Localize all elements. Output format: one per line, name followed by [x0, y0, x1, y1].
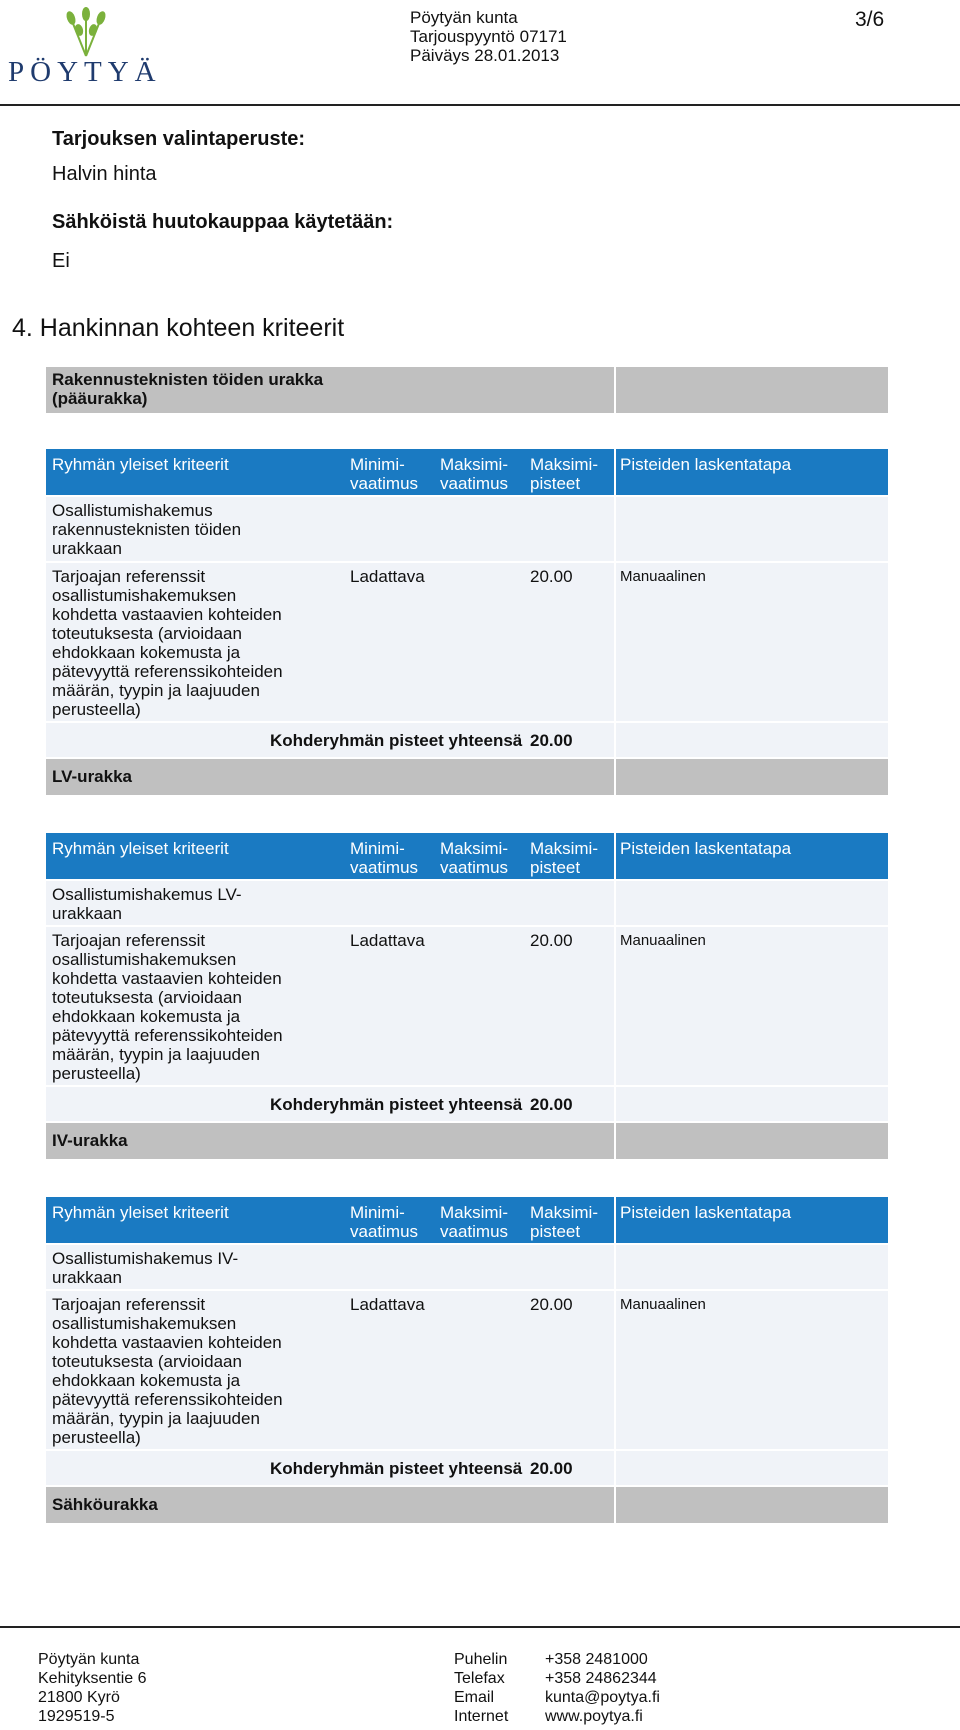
footer-business-id: 1929519-5: [38, 1708, 115, 1725]
criterion-row: [46, 927, 888, 1085]
group-total-label: Kohderyhmän pisteet yhteensä: [270, 1459, 523, 1478]
group-title: LV-urakka: [52, 767, 133, 786]
criterion-row: [46, 1291, 888, 1449]
subheading-row: [46, 497, 888, 561]
email-link[interactable]: kunta@poytya.fi: [545, 1689, 660, 1706]
email-label: Email: [454, 1689, 495, 1706]
selection-criteria-label: Tarjouksen valintaperuste:: [52, 128, 306, 150]
group-title-bar: [46, 1487, 888, 1523]
col-header-min: Minimi- vaatimus: [350, 839, 419, 877]
criterion-method: Manuaalinen: [620, 1296, 706, 1313]
criterion-method: Manuaalinen: [620, 568, 706, 585]
criteria-table-header: [46, 833, 888, 879]
col-header-method: Pisteiden laskentatapa: [620, 839, 792, 858]
header-divider: [0, 104, 960, 106]
group-title-bar: [46, 759, 888, 795]
group-total-row: [46, 1451, 888, 1485]
criterion-min: Ladattava: [350, 567, 425, 586]
criteria-subheading: Osallistumishakemus rakennusteknisten töiden urakkaan: [52, 501, 242, 558]
web-label: Internet: [454, 1708, 509, 1725]
footer-org: Pöytyän kunta: [38, 1651, 140, 1668]
selection-criteria-value: Halvin hinta: [52, 163, 157, 185]
col-header-min: Minimi- vaatimus: [350, 455, 419, 493]
col-header-method: Pisteiden laskentatapa: [620, 455, 792, 474]
criterion-points: 20.00: [530, 567, 573, 586]
section-title: 4. Hankinnan kohteen kriteerit: [12, 314, 345, 342]
group-total-row: [46, 723, 888, 757]
col-header-min: Minimi- vaatimus: [350, 1203, 419, 1241]
col-header-max-points: Maksimi- pisteet: [530, 455, 598, 493]
group-total-row: [46, 1087, 888, 1121]
group-total-label: Kohderyhmän pisteet yhteensä: [270, 1095, 523, 1114]
fax-value: +358 24862344: [545, 1670, 657, 1687]
criteria-table-header: [46, 449, 888, 495]
footer-contact-values: [545, 1650, 660, 1726]
criterion-text: Tarjoajan referenssit osallistumishakemuksen kohdetta vastaavien kohteiden toteutuksesta (arvioidaan ehdokkaan kokemusta ja pätevyyttä referenssikohteiden määrän, tyypin ja laajuuden perusteella): [52, 567, 283, 719]
criterion-text: Tarjoajan referenssit osallistumishakemuksen kohdetta vastaavien kohteiden toteutuksesta (arvioidaan ehdokkaan kokemusta ja pätevyyttä referenssikohteiden määrän, tyypin ja laajuuden perusteella): [52, 1295, 283, 1447]
phone-value: +358 2481000: [545, 1651, 648, 1668]
criteria-subheading: Osallistumishakemus IV- urakkaan: [52, 1249, 239, 1287]
criterion-points: 20.00: [530, 931, 573, 950]
criterion-method: Manuaalinen: [620, 932, 706, 949]
criterion-row: [46, 563, 888, 721]
col-header-criteria: Ryhmän yleiset kriteerit: [52, 839, 229, 858]
group-title: IV-urakka: [52, 1131, 128, 1150]
group-title-bar: [46, 1123, 888, 1159]
group-title-bar: [46, 367, 888, 413]
footer-street: Kehityksentie 6: [38, 1670, 147, 1687]
org-name: Pöytyän kunta: [410, 8, 518, 27]
criteria-table-header: [46, 1197, 888, 1243]
web-link[interactable]: www.poytya.fi: [545, 1708, 643, 1725]
fax-label: Telefax: [454, 1670, 505, 1687]
subheading-row: [46, 881, 888, 925]
col-header-max: Maksimi- vaatimus: [440, 839, 509, 877]
logo-text: PÖYTYÄ: [8, 56, 162, 88]
group-title: Rakennusteknisten töiden urakka (pääurakka): [52, 370, 324, 408]
group-total-value: 20.00: [530, 1459, 573, 1478]
col-header-criteria: Ryhmän yleiset kriteerit: [52, 1203, 229, 1222]
group-total-value: 20.00: [530, 731, 573, 750]
municipality-logo: [6, 4, 166, 88]
document-date: Päiväys 28.01.2013: [410, 46, 560, 65]
footer-divider: [0, 1626, 960, 1628]
tender-number: Tarjouspyyntö 07171: [410, 27, 567, 46]
col-header-max: Maksimi- vaatimus: [440, 455, 509, 493]
subheading-row: [46, 1245, 888, 1289]
auction-value: Ei: [52, 250, 70, 272]
group-total-value: 20.00: [530, 1095, 573, 1114]
col-header-criteria: Ryhmän yleiset kriteerit: [52, 455, 229, 474]
criterion-points: 20.00: [530, 1295, 573, 1314]
footer-address: [38, 1650, 147, 1726]
col-header-method: Pisteiden laskentatapa: [620, 1203, 792, 1222]
criterion-min: Ladattava: [350, 931, 425, 950]
criterion-min: Ladattava: [350, 1295, 425, 1314]
phone-label: Puhelin: [454, 1651, 508, 1668]
col-header-max-points: Maksimi- pisteet: [530, 1203, 598, 1241]
document-info: [410, 8, 567, 65]
col-header-max-points: Maksimi- pisteet: [530, 839, 598, 877]
group-title: Sähköurakka: [52, 1495, 158, 1514]
footer-contact-labels: [454, 1650, 508, 1726]
group-total-label: Kohderyhmän pisteet yhteensä: [270, 731, 523, 750]
page-number: 3/6: [855, 8, 885, 31]
footer-city: 21800 Kyrö: [38, 1689, 120, 1706]
wheat-icon: [66, 8, 106, 56]
auction-label: Sähköistä huutokauppaa käytetään:: [52, 211, 394, 233]
criterion-text: Tarjoajan referenssit osallistumishakemuksen kohdetta vastaavien kohteiden toteutuksesta (arvioidaan ehdokkaan kokemusta ja pätevyyttä referenssikohteiden määrän, tyypin ja laajuuden perusteella): [52, 931, 283, 1083]
criteria-subheading: Osallistumishakemus LV- urakkaan: [52, 885, 242, 923]
col-header-max: Maksimi- vaatimus: [440, 1203, 509, 1241]
